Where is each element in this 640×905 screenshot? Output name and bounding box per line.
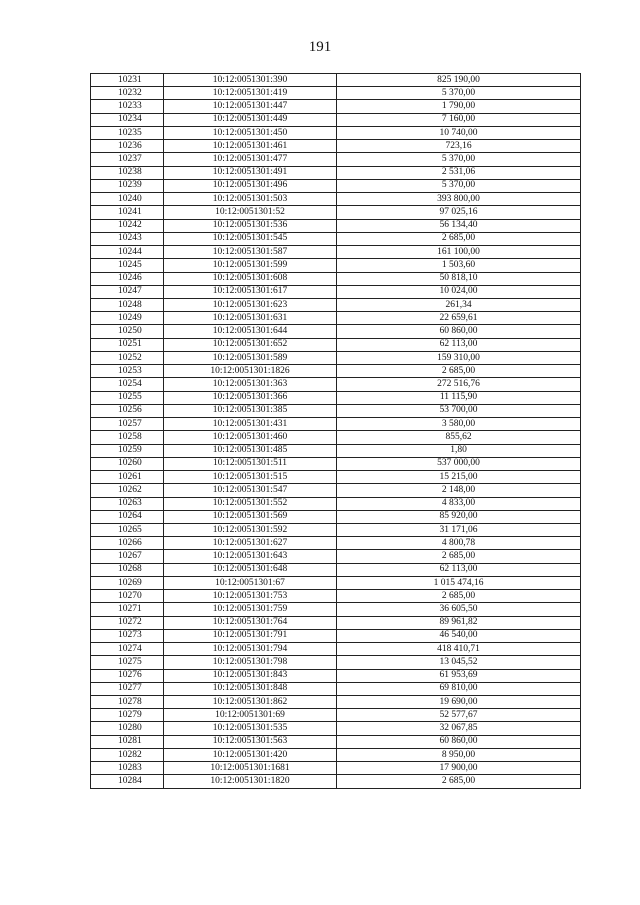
amount-cell: 393 800,00: [337, 193, 581, 206]
amount-cell: 62 113,00: [337, 338, 581, 351]
table-row: [91, 193, 581, 206]
cadastral-number-cell: 10:12:0051301:390: [164, 74, 337, 87]
amount-cell: 89 961,82: [337, 616, 581, 629]
amount-cell: 159 310,00: [337, 351, 581, 364]
row-number-cell: 10268: [91, 563, 164, 576]
table-row: [91, 682, 581, 695]
amount-cell: 60 860,00: [337, 325, 581, 338]
cadastral-number-cell: 10:12:0051301:420: [164, 748, 337, 761]
table-row: [91, 762, 581, 775]
table-row: [91, 444, 581, 457]
amount-cell: 31 171,06: [337, 523, 581, 536]
amount-cell: 15 215,00: [337, 471, 581, 484]
amount-cell: 85 920,00: [337, 510, 581, 523]
cadastral-number-cell: 10:12:0051301:461: [164, 140, 337, 153]
cadastral-number-cell: 10:12:0051301:431: [164, 418, 337, 431]
row-number-cell: 10265: [91, 523, 164, 536]
row-number-cell: 10278: [91, 696, 164, 709]
table-row: [91, 365, 581, 378]
amount-cell: 5 370,00: [337, 153, 581, 166]
cadastral-number-cell: 10:12:0051301:511: [164, 457, 337, 470]
row-number-cell: 10235: [91, 126, 164, 139]
amount-cell: 50 818,10: [337, 272, 581, 285]
table-row: [91, 338, 581, 351]
table-row: [91, 748, 581, 761]
table-row: [91, 312, 581, 325]
table-row: [91, 87, 581, 100]
row-number-cell: 10260: [91, 457, 164, 470]
table-row: [91, 656, 581, 669]
amount-cell: 3 580,00: [337, 418, 581, 431]
table-row: [91, 696, 581, 709]
cadastral-number-cell: 10:12:0051301:536: [164, 219, 337, 232]
row-number-cell: 10266: [91, 537, 164, 550]
amount-cell: 10 024,00: [337, 285, 581, 298]
amount-cell: 56 134,40: [337, 219, 581, 232]
cadastral-number-cell: 10:12:0051301:363: [164, 378, 337, 391]
amount-cell: 4 833,00: [337, 497, 581, 510]
amount-cell: 1 015 474,16: [337, 576, 581, 589]
row-number-cell: 10279: [91, 709, 164, 722]
cadastral-number-cell: 10:12:0051301:547: [164, 484, 337, 497]
table-row: [91, 537, 581, 550]
cadastral-number-cell: 10:12:0051301:631: [164, 312, 337, 325]
row-number-cell: 10264: [91, 510, 164, 523]
table-container: [90, 73, 580, 789]
table-row: [91, 669, 581, 682]
row-number-cell: 10261: [91, 471, 164, 484]
cadastral-number-cell: 10:12:0051301:648: [164, 563, 337, 576]
row-number-cell: 10248: [91, 298, 164, 311]
table-row: [91, 232, 581, 245]
row-number-cell: 10252: [91, 351, 164, 364]
row-number-cell: 10238: [91, 166, 164, 179]
cadastral-number-cell: 10:12:0051301:589: [164, 351, 337, 364]
row-number-cell: 10236: [91, 140, 164, 153]
row-number-cell: 10263: [91, 497, 164, 510]
cadastral-number-cell: 10:12:0051301:515: [164, 471, 337, 484]
row-number-cell: 10254: [91, 378, 164, 391]
page-number: 191: [308, 39, 332, 55]
row-number-cell: 10256: [91, 404, 164, 417]
row-number-cell: 10271: [91, 603, 164, 616]
amount-cell: 2 685,00: [337, 775, 581, 788]
amount-cell: 60 860,00: [337, 735, 581, 748]
cadastral-number-cell: 10:12:0051301:843: [164, 669, 337, 682]
row-number-cell: 10257: [91, 418, 164, 431]
cadastral-number-cell: 10:12:0051301:503: [164, 193, 337, 206]
row-number-cell: 10262: [91, 484, 164, 497]
row-number-cell: 10259: [91, 444, 164, 457]
row-number-cell: 10233: [91, 100, 164, 113]
cadastral-number-cell: 10:12:0051301:545: [164, 232, 337, 245]
amount-cell: 5 370,00: [337, 87, 581, 100]
table-row: [91, 206, 581, 219]
row-number-cell: 10258: [91, 431, 164, 444]
row-number-cell: 10280: [91, 722, 164, 735]
row-number-cell: 10274: [91, 643, 164, 656]
row-number-cell: 10277: [91, 682, 164, 695]
cadastral-number-cell: 10:12:0051301:447: [164, 100, 337, 113]
row-number-cell: 10241: [91, 206, 164, 219]
cadastral-number-cell: 10:12:0051301:753: [164, 590, 337, 603]
cadastral-number-cell: 10:12:0051301:460: [164, 431, 337, 444]
row-number-cell: 10269: [91, 576, 164, 589]
amount-cell: 272 516,76: [337, 378, 581, 391]
cadastral-number-cell: 10:12:0051301:652: [164, 338, 337, 351]
table-row: [91, 179, 581, 192]
row-number-cell: 10276: [91, 669, 164, 682]
cadastral-number-cell: 10:12:0051301:450: [164, 126, 337, 139]
table-row: [91, 510, 581, 523]
row-number-cell: 10242: [91, 219, 164, 232]
cadastral-number-cell: 10:12:0051301:599: [164, 259, 337, 272]
row-number-cell: 10245: [91, 259, 164, 272]
row-number-cell: 10232: [91, 87, 164, 100]
amount-cell: 2 685,00: [337, 590, 581, 603]
table-row: [91, 285, 581, 298]
row-number-cell: 10270: [91, 590, 164, 603]
amount-cell: 46 540,00: [337, 629, 581, 642]
row-number-cell: 10283: [91, 762, 164, 775]
table-row: [91, 550, 581, 563]
table-body: [91, 74, 581, 789]
table-row: [91, 298, 581, 311]
amount-cell: 418 410,71: [337, 643, 581, 656]
table-row: [91, 616, 581, 629]
table-row: [91, 351, 581, 364]
table-row: [91, 126, 581, 139]
cadastral-number-cell: 10:12:0051301:862: [164, 696, 337, 709]
amount-cell: 2 685,00: [337, 365, 581, 378]
amount-cell: 5 370,00: [337, 179, 581, 192]
table-row: [91, 523, 581, 536]
row-number-cell: 10244: [91, 246, 164, 259]
amount-cell: 8 950,00: [337, 748, 581, 761]
cadastral-number-cell: 10:12:0051301:496: [164, 179, 337, 192]
table-row: [91, 563, 581, 576]
table-row: [91, 497, 581, 510]
row-number-cell: 10243: [91, 232, 164, 245]
table-row: [91, 219, 581, 232]
amount-cell: 11 115,90: [337, 391, 581, 404]
table-row: [91, 100, 581, 113]
amount-cell: 36 605,50: [337, 603, 581, 616]
cadastral-number-cell: 10:12:0051301:587: [164, 246, 337, 259]
amount-cell: 10 740,00: [337, 126, 581, 139]
row-number-cell: 10281: [91, 735, 164, 748]
row-number-cell: 10255: [91, 391, 164, 404]
table-row: [91, 709, 581, 722]
table-row: [91, 378, 581, 391]
table-row: [91, 153, 581, 166]
cadastral-number-cell: 10:12:0051301:848: [164, 682, 337, 695]
amount-cell: 19 690,00: [337, 696, 581, 709]
cadastral-number-cell: 10:12:0051301:385: [164, 404, 337, 417]
cadastral-number-cell: 10:12:0051301:627: [164, 537, 337, 550]
cadastral-number-cell: 10:12:0051301:623: [164, 298, 337, 311]
cadastral-number-cell: 10:12:0051301:608: [164, 272, 337, 285]
table-row: [91, 246, 581, 259]
amount-cell: 52 577,67: [337, 709, 581, 722]
table-row: [91, 590, 581, 603]
cadastral-number-cell: 10:12:0051301:798: [164, 656, 337, 669]
row-number-cell: 10273: [91, 629, 164, 642]
table-row: [91, 643, 581, 656]
row-number-cell: 10267: [91, 550, 164, 563]
table-row: [91, 391, 581, 404]
cadastral-number-cell: 10:12:0051301:643: [164, 550, 337, 563]
amount-cell: 69 810,00: [337, 682, 581, 695]
table-row: [91, 471, 581, 484]
row-number-cell: 10253: [91, 365, 164, 378]
amount-cell: 4 800,78: [337, 537, 581, 550]
row-number-cell: 10240: [91, 193, 164, 206]
table-row: [91, 404, 581, 417]
row-number-cell: 10239: [91, 179, 164, 192]
table-row: [91, 775, 581, 788]
table-row: [91, 140, 581, 153]
cadastral-number-cell: 10:12:0051301:477: [164, 153, 337, 166]
cadastral-number-cell: 10:12:0051301:617: [164, 285, 337, 298]
row-number-cell: 10249: [91, 312, 164, 325]
row-number-cell: 10234: [91, 113, 164, 126]
cadastral-number-cell: 10:12:0051301:592: [164, 523, 337, 536]
amount-cell: 32 067,85: [337, 722, 581, 735]
table-row: [91, 629, 581, 642]
cadastral-number-cell: 10:12:0051301:69: [164, 709, 337, 722]
amount-cell: 825 190,00: [337, 74, 581, 87]
amount-cell: 17 900,00: [337, 762, 581, 775]
amount-cell: 2 148,00: [337, 484, 581, 497]
cadastral-number-cell: 10:12:0051301:366: [164, 391, 337, 404]
amount-cell: 2 685,00: [337, 232, 581, 245]
table-row: [91, 457, 581, 470]
cadastral-number-cell: 10:12:0051301:449: [164, 113, 337, 126]
row-number-cell: 10250: [91, 325, 164, 338]
cadastral-number-cell: 10:12:0051301:764: [164, 616, 337, 629]
cadastral-number-cell: 10:12:0051301:491: [164, 166, 337, 179]
amount-cell: 97 025,16: [337, 206, 581, 219]
cadastral-number-cell: 10:12:0051301:759: [164, 603, 337, 616]
cadastral-number-cell: 10:12:0051301:419: [164, 87, 337, 100]
table-row: [91, 259, 581, 272]
cadastral-number-cell: 10:12:0051301:1681: [164, 762, 337, 775]
table-row: [91, 325, 581, 338]
cadastral-number-cell: 10:12:0051301:52: [164, 206, 337, 219]
amount-cell: 62 113,00: [337, 563, 581, 576]
amount-cell: 161 100,00: [337, 246, 581, 259]
table-row: [91, 722, 581, 735]
amount-cell: 1,80: [337, 444, 581, 457]
amount-cell: 261,34: [337, 298, 581, 311]
amount-cell: 7 160,00: [337, 113, 581, 126]
amount-cell: 13 045,52: [337, 656, 581, 669]
table-row: [91, 484, 581, 497]
cadastral-number-cell: 10:12:0051301:485: [164, 444, 337, 457]
table-row: [91, 113, 581, 126]
table-row: [91, 74, 581, 87]
row-number-cell: 10247: [91, 285, 164, 298]
cadastral-number-cell: 10:12:0051301:67: [164, 576, 337, 589]
amount-cell: 2 531,06: [337, 166, 581, 179]
cadastral-value-table: [90, 73, 581, 789]
table-row: [91, 576, 581, 589]
cadastral-number-cell: 10:12:0051301:1826: [164, 365, 337, 378]
amount-cell: 53 700,00: [337, 404, 581, 417]
row-number-cell: 10237: [91, 153, 164, 166]
table-row: [91, 735, 581, 748]
table-row: [91, 418, 581, 431]
amount-cell: 537 000,00: [337, 457, 581, 470]
amount-cell: 855,62: [337, 431, 581, 444]
table-row: [91, 166, 581, 179]
amount-cell: 723,16: [337, 140, 581, 153]
amount-cell: 1 790,00: [337, 100, 581, 113]
row-number-cell: 10275: [91, 656, 164, 669]
row-number-cell: 10251: [91, 338, 164, 351]
row-number-cell: 10231: [91, 74, 164, 87]
row-number-cell: 10246: [91, 272, 164, 285]
cadastral-number-cell: 10:12:0051301:791: [164, 629, 337, 642]
cadastral-number-cell: 10:12:0051301:535: [164, 722, 337, 735]
cadastral-number-cell: 10:12:0051301:1820: [164, 775, 337, 788]
row-number-cell: 10272: [91, 616, 164, 629]
table-row: [91, 272, 581, 285]
amount-cell: 2 685,00: [337, 550, 581, 563]
row-number-cell: 10284: [91, 775, 164, 788]
table-row: [91, 603, 581, 616]
cadastral-number-cell: 10:12:0051301:552: [164, 497, 337, 510]
row-number-cell: 10282: [91, 748, 164, 761]
cadastral-number-cell: 10:12:0051301:563: [164, 735, 337, 748]
cadastral-number-cell: 10:12:0051301:569: [164, 510, 337, 523]
amount-cell: 1 503,60: [337, 259, 581, 272]
amount-cell: 22 659,61: [337, 312, 581, 325]
cadastral-number-cell: 10:12:0051301:794: [164, 643, 337, 656]
cadastral-number-cell: 10:12:0051301:644: [164, 325, 337, 338]
table-row: [91, 431, 581, 444]
amount-cell: 61 953,69: [337, 669, 581, 682]
